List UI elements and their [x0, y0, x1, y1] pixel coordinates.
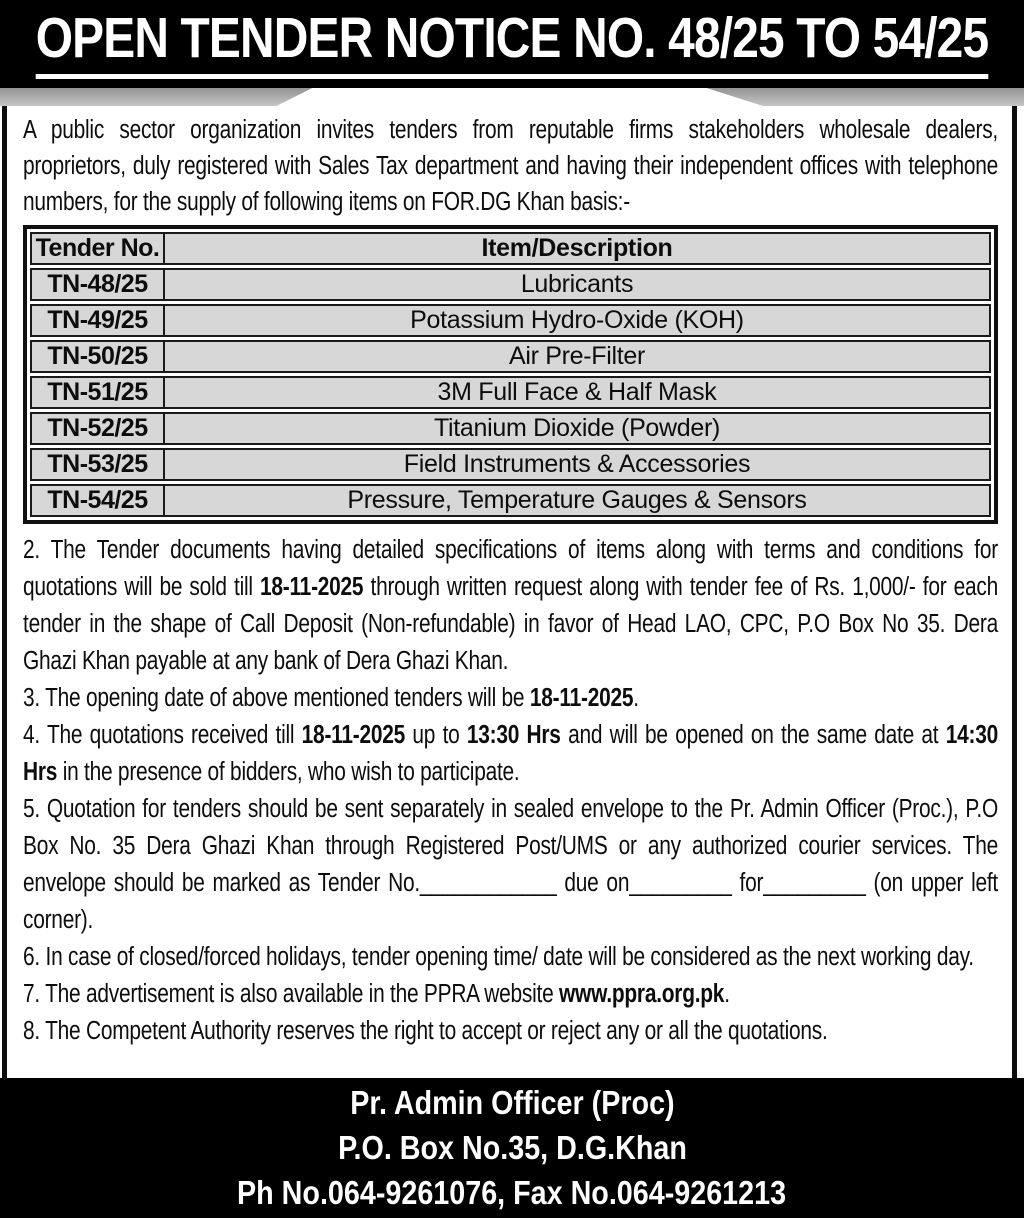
notice-title: OPEN TENDER NOTICE NO. 48/25 TO 54/25 [36, 10, 989, 79]
notice-body [2, 106, 1017, 1078]
tender-table [23, 225, 998, 524]
table-row [30, 340, 991, 373]
terms-list [23, 532, 998, 1050]
tender-no-cell: TN-50/25 [32, 342, 165, 371]
item-description-cell: Pressure, Temperature Gauges & Sensors [347, 486, 807, 514]
terms-wrap [23, 532, 998, 1050]
notice-footer [0, 1078, 1024, 1218]
notice-header [0, 0, 1024, 88]
scan-notch-shape [0, 88, 1024, 106]
table-row [30, 412, 991, 445]
term-paragraph: 8. The Competent Authority reserves the right to accept or reject any or all the quotations. [23, 1017, 828, 1045]
intro-wrap [23, 112, 998, 220]
item-description-cell: 3M Full Face & Half Mask [437, 378, 717, 406]
table-rows [27, 268, 994, 517]
footer-address-line: P.O. Box No.35, D.G.Khan [337, 1129, 687, 1166]
term-paragraph: 6. In case of closed/forced holidays, tender opening time/ date will be considered as the next working day. [23, 943, 974, 971]
footer-phone-fax-line: Ph No.064-9261076, Fax No.064-9261213 [237, 1174, 787, 1211]
term-paragraph: 4. The quotations received till 18-11-2025 up to 13:30 Hrs and will be opened on the same date at 14:30 Hrs in the presence of bidders, who wish to participate. [23, 721, 998, 786]
table-row [30, 448, 991, 481]
table-row [30, 376, 991, 409]
column-header-tender-no: Tender No. [32, 234, 165, 263]
term-paragraph: 7. The advertisement is also available in the PPRA website www.ppra.org.pk. [23, 980, 730, 1008]
term-paragraph: 3. The opening date of above mentioned tenders will be 18-11-2025. [23, 684, 639, 712]
column-header-item-description: Item/Description [481, 234, 673, 262]
term-paragraph: 5. Quotation for tenders should be sent separately in sealed envelope to the Pr. Admin Officer (Proc.), P.O Box No. 35 Dera Ghazi Khan through Registered Post/UMS or any authorized courier services. The envelope should be marked as Tender No.____________ due on_________ for_________ (on upper left corner). [23, 795, 998, 934]
item-description-cell: Titanium Dioxide (Powder) [433, 414, 721, 442]
tender-no-cell: TN-48/25 [32, 270, 165, 299]
item-description-cell: Potassium Hydro-Oxide (KOH) [410, 306, 744, 334]
term-paragraph: 2. The Tender documents having detailed specifications of items along with terms and conditions for quotations will be sold till 18-11-2025 through written request along with tender fee of Rs. 1,000/- for each tender in the shape of Call Deposit (Non-refundable) in favor of Head LAO, CPC, P.O Box No 35. Dera Ghazi Khan payable at any bank of Dera Ghazi Khan. [23, 536, 998, 675]
tender-no-cell: TN-51/25 [32, 378, 165, 407]
scan-artifact-band [0, 88, 1024, 106]
tender-no-cell: TN-54/25 [32, 486, 165, 515]
tender-no-cell: TN-49/25 [32, 306, 165, 335]
item-description-cell: Air Pre-Filter [508, 342, 646, 370]
table-header-row [30, 232, 991, 265]
item-description-cell: Field Instruments & Accessories [403, 450, 751, 478]
tender-no-cell: TN-53/25 [32, 450, 165, 479]
item-description-cell: Lubricants [520, 270, 634, 298]
tender-no-cell: TN-52/25 [32, 414, 165, 443]
table-row [30, 484, 991, 517]
footer-officer-line: Pr. Admin Officer (Proc) [349, 1084, 675, 1121]
table-row [30, 268, 991, 301]
intro-paragraph: A public sector organization invites tenders from reputable firms stakeholders wholesale dealers, proprietors, duly registered with Sales Tax department and having their independent offices with telephone numbers, for the supply of following items on FOR.DG Khan basis:- [23, 116, 998, 216]
table-row [30, 304, 991, 337]
